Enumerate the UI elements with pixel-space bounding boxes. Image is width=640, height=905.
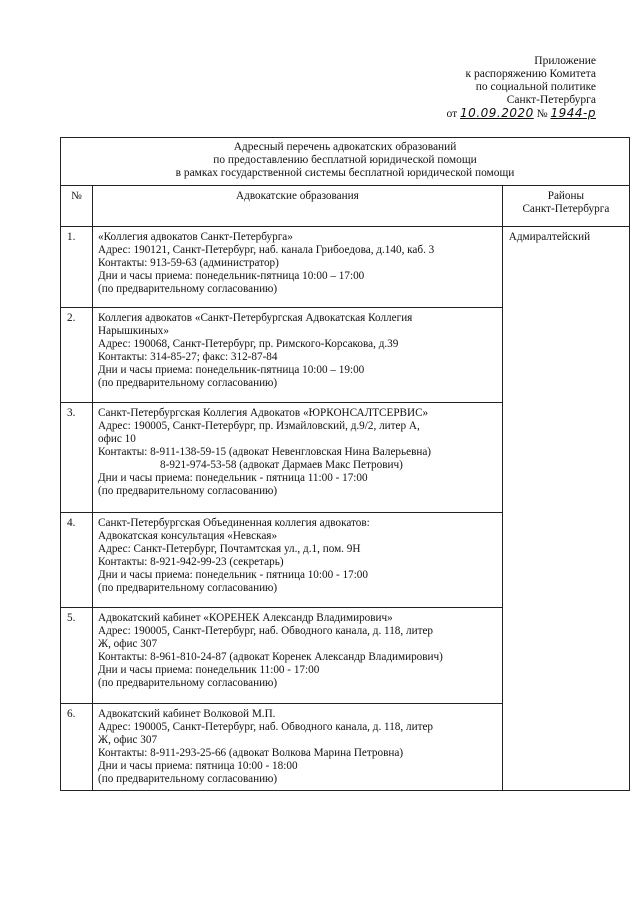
org-line: Контакты: 8-911-293-25-66 (адвокат Волкова Марина Петровна) bbox=[98, 747, 404, 759]
org-line: Контакты: 8-961-810-24-87 (адвокат Коренек Александр Владимирович) bbox=[98, 651, 443, 663]
appendix-title: Приложение bbox=[534, 55, 596, 67]
org-cell bbox=[93, 227, 503, 308]
appendix-header bbox=[400, 55, 596, 121]
header-district-line: Санкт-Петербурга bbox=[522, 203, 610, 215]
header-district bbox=[502, 186, 629, 227]
table-header-row bbox=[61, 186, 630, 227]
org-line: Адрес: 190005, Санкт-Петербург, наб. Обводного канала, д. 118, литер bbox=[98, 625, 434, 637]
org-line: Адрес: 190005, Санкт-Петербург, наб. Обводного канала, д. 118, литер bbox=[98, 721, 434, 733]
appendix-date-line bbox=[400, 107, 596, 121]
org-line: Адвокатский кабинет Волковой М.П. bbox=[98, 708, 276, 720]
org-line: Дни и часы приема: понедельник - пятница 10:00 - 17:00 bbox=[98, 569, 368, 581]
org-line: Контакты: 913-59-63 (администратор) bbox=[98, 257, 279, 269]
row-number: 2. bbox=[61, 308, 93, 403]
org-cell bbox=[93, 704, 503, 791]
org-line: (по предварительному согласованию) bbox=[98, 773, 278, 785]
org-line: 8-921-974-53-58 (адвокат Дармаев Макс Петрович) bbox=[160, 459, 403, 471]
org-line: Адрес: 190068, Санкт-Петербург, пр. Римского-Корсакова, д.39 bbox=[98, 338, 399, 350]
org-line: Контакты: 314-85-27; факс: 312-87-84 bbox=[98, 351, 278, 363]
number-prefix: № bbox=[536, 108, 548, 120]
advocates-table bbox=[60, 137, 630, 791]
header-num: № bbox=[61, 186, 93, 227]
org-line: Санкт-Петербургская Объединенная коллегия адвокатов: bbox=[98, 517, 370, 529]
org-line: Нарышкиных» bbox=[98, 325, 169, 337]
org-line: (по предварительному согласованию) bbox=[98, 582, 278, 594]
org-line: (по предварительному согласованию) bbox=[98, 377, 278, 389]
handwritten-number: 1944-р bbox=[550, 106, 596, 120]
org-line: Дни и часы приема: понедельник - пятница 11:00 - 17:00 bbox=[98, 472, 368, 484]
org-line: Дни и часы приема: понедельник 11:00 - 17:00 bbox=[98, 664, 320, 676]
org-line: Дни и часы приема: понедельник-пятница 10:00 – 17:00 bbox=[98, 270, 365, 282]
org-line: Контакты: 8-911-138-59-15 (адвокат Невенгловская Нина Валерьевна) bbox=[98, 446, 432, 458]
org-line: Ж, офис 307 bbox=[98, 734, 158, 746]
org-cell bbox=[93, 308, 503, 403]
appendix-order-ref: к распоряжению Комитета bbox=[465, 68, 596, 80]
row-number: 4. bbox=[61, 513, 93, 608]
caption-line: по предоставлению бесплатной юридической помощи bbox=[213, 154, 477, 166]
org-line: офис 10 bbox=[98, 433, 136, 445]
org-line: (по предварительному согласованию) bbox=[98, 283, 278, 295]
district-cell: Адмиралтейский bbox=[502, 227, 629, 791]
org-line: Дни и часы приема: пятница 10:00 - 18:00 bbox=[98, 760, 298, 772]
caption-line: в рамках государственной системы бесплатной юридической помощи bbox=[175, 167, 515, 179]
org-line: Адрес: 190005, Санкт-Петербург, пр. Измайловский, д.9/2, литер А, bbox=[98, 420, 420, 432]
caption-line: Адресный перечень адвокатских образований bbox=[233, 141, 457, 153]
date-prefix: от bbox=[446, 108, 458, 120]
org-line: «Коллегия адвокатов Санкт-Петербурга» bbox=[98, 231, 293, 243]
org-line: Дни и часы приема: понедельник-пятница 10:00 – 19:00 bbox=[98, 364, 365, 376]
row-number: 5. bbox=[61, 608, 93, 704]
table-caption-row bbox=[61, 138, 630, 186]
row-number: 3. bbox=[61, 403, 93, 513]
handwritten-date: 10.09.2020 bbox=[460, 106, 534, 120]
org-line: Адвокатская консультация «Невская» bbox=[98, 530, 278, 542]
org-line: Адрес: 190121, Санкт-Петербург, наб. канала Грибоедова, д.140, каб. 3 bbox=[98, 244, 435, 256]
org-cell bbox=[93, 403, 503, 513]
header-org: Адвокатские образования bbox=[93, 186, 503, 227]
appendix-committee: по социальной политике bbox=[475, 81, 596, 93]
header-district-line: Районы bbox=[547, 190, 585, 202]
org-line: Коллегия адвокатов «Санкт-Петербургская Адвокатская Коллегия bbox=[98, 312, 413, 324]
org-line: Санкт-Петербургская Коллегия Адвокатов «ЮРКОНСАЛТСЕРВИС» bbox=[98, 407, 429, 419]
org-line: Ж, офис 307 bbox=[98, 638, 158, 650]
table-caption bbox=[61, 138, 630, 186]
org-line: Адвокатский кабинет «КОРЕНЕК Александр Владимирович» bbox=[98, 612, 393, 624]
row-number: 1. bbox=[61, 227, 93, 308]
appendix-city: Санкт-Петербурга bbox=[506, 94, 596, 106]
org-line: Контакты: 8-921-942-99-23 (секретарь) bbox=[98, 556, 284, 568]
row-number: 6. bbox=[61, 704, 93, 791]
table-row bbox=[61, 227, 630, 308]
org-cell bbox=[93, 608, 503, 704]
org-line: (по предварительному согласованию) bbox=[98, 485, 278, 497]
org-cell bbox=[93, 513, 503, 608]
org-line: (по предварительному согласованию) bbox=[98, 677, 278, 689]
org-line: Адрес: Санкт-Петербург, Почтамтская ул., д.1, пом. 9Н bbox=[98, 543, 361, 555]
